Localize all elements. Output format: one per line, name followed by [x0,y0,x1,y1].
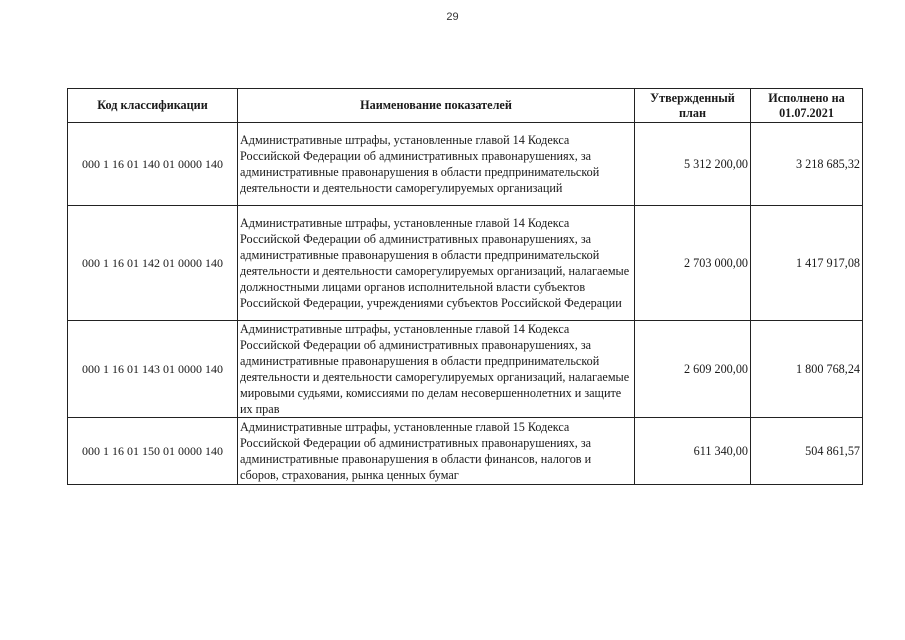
table-row [68,206,863,321]
cell-executed: 1 800 768,24 [751,321,863,418]
table-row [68,123,863,206]
cell-code: 000 1 16 01 142 01 0000 140 [68,206,238,321]
cell-name: Административные штрафы, установленные главой 14 Кодекса Российской Федерации об административных правонарушениях, за административные правонарушения в области предпринимательской деятельности и деятельности саморегулируемых организаций [238,123,635,206]
header-code: Код классификации [68,89,238,123]
cell-plan: 2 609 200,00 [635,321,751,418]
cell-executed: 504 861,57 [751,418,863,485]
header-executed: Исполнено на 01.07.2021 [751,89,863,123]
table-row [68,321,863,418]
cell-name: Административные штрафы, установленные главой 14 Кодекса Российской Федерации об административных правонарушениях, за административные правонарушения в области предпринимательской деятельности и деятельности саморегулируемых организаций, налагаемые должностными лицами органов исполнительной власти субъектов Российской Федерации, учреждениями субъектов Российской Федерации [238,206,635,321]
cell-code: 000 1 16 01 140 01 0000 140 [68,123,238,206]
cell-code: 000 1 16 01 150 01 0000 140 [68,418,238,485]
cell-name: Административные штрафы, установленные главой 14 Кодекса Российской Федерации об административных правонарушениях, за административные правонарушения в области предпринимательской деятельности и деятельности саморегулируемых организаций, налагаемые мировыми судьями, комиссиями по делам несовершеннолетних и защите их прав [238,321,635,418]
cell-name: Административные штрафы, установленные главой 15 Кодекса Российской Федерации об административных правонарушениях, за административные правонарушения в области финансов, налогов и сборов, страхования, рынка ценных бумаг [238,418,635,485]
page-number: 29 [446,11,459,23]
budget-table [67,88,863,485]
cell-executed: 1 417 917,08 [751,206,863,321]
cell-plan: 2 703 000,00 [635,206,751,321]
table-row [68,418,863,485]
table-header-row [68,89,863,123]
cell-code: 000 1 16 01 143 01 0000 140 [68,321,238,418]
header-plan: Утвержденный план [635,89,751,123]
cell-plan: 611 340,00 [635,418,751,485]
cell-plan: 5 312 200,00 [635,123,751,206]
cell-executed: 3 218 685,32 [751,123,863,206]
header-name: Наименование показателей [238,89,635,123]
